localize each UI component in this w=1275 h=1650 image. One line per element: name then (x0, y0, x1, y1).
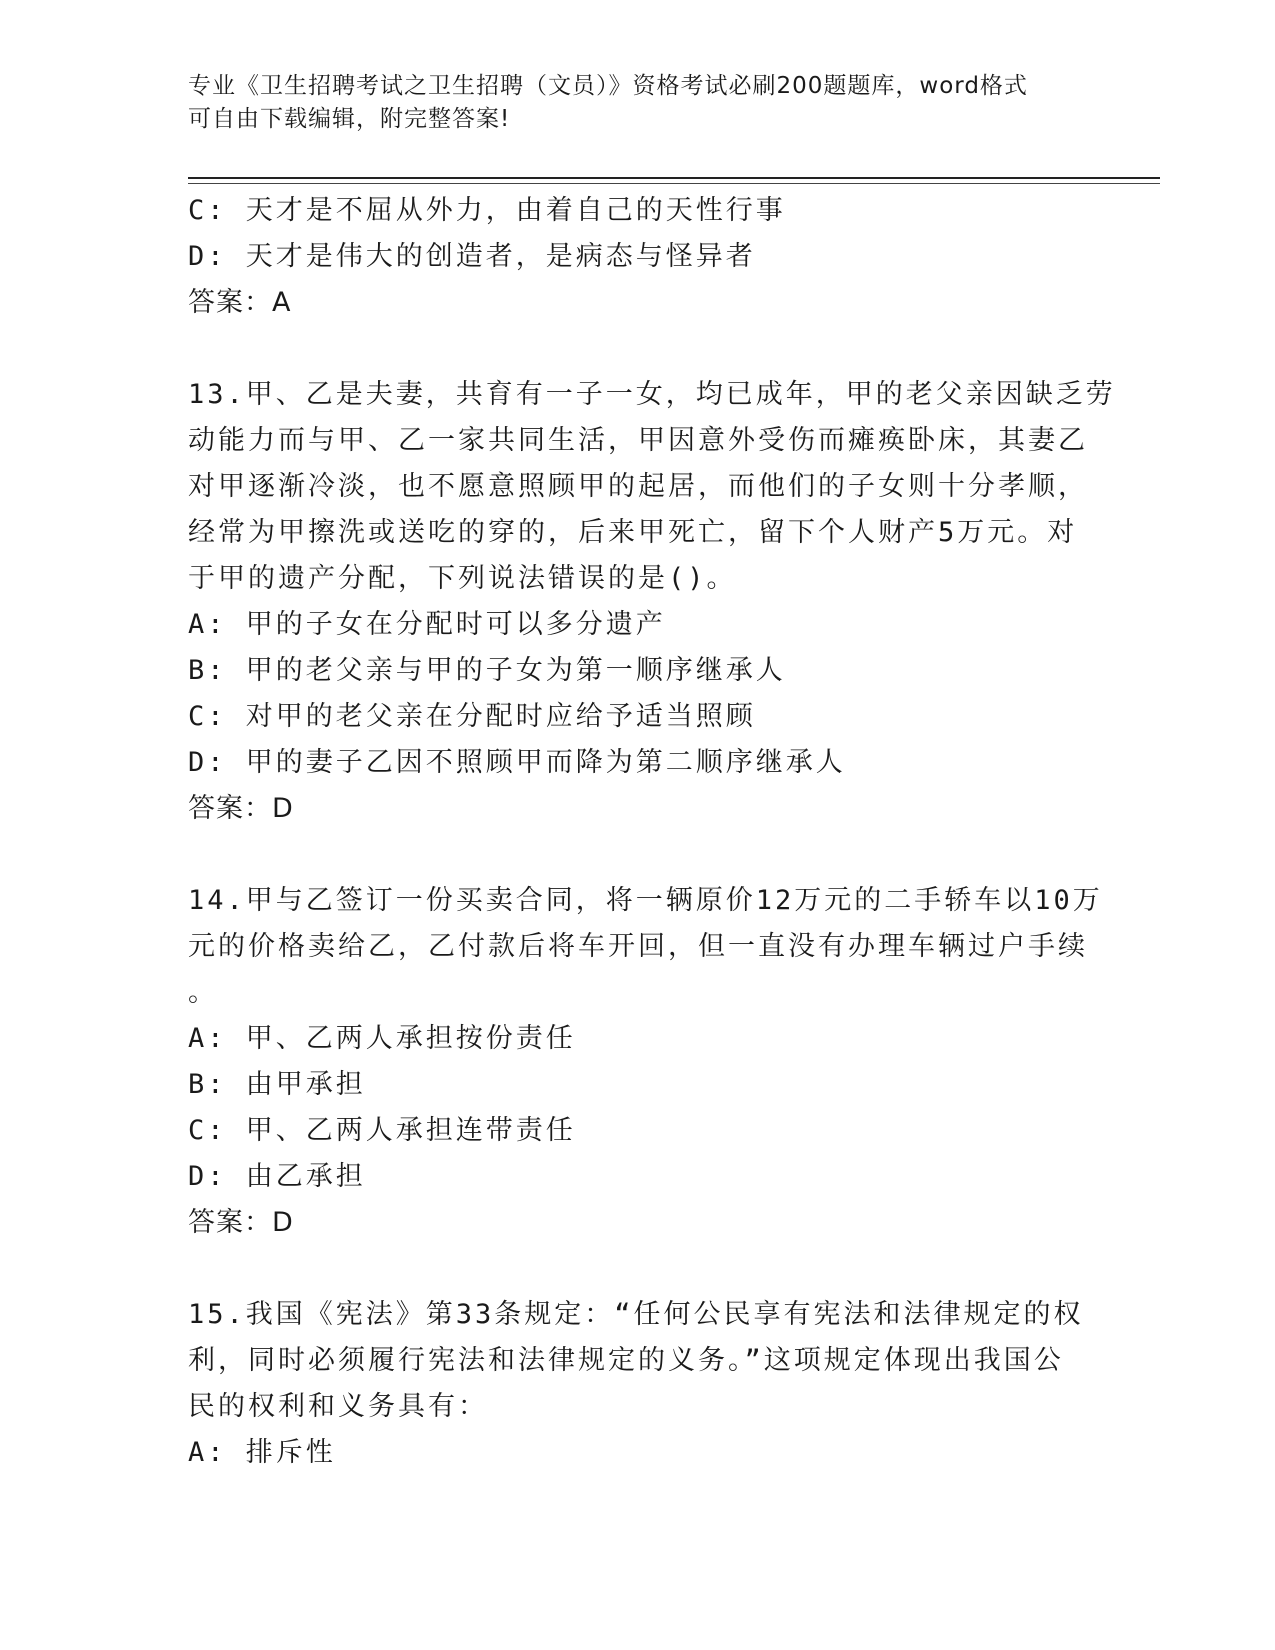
header-divider-thin (188, 183, 1160, 184)
question-stem-line: 15.我国《宪法》第33条规定：“任何公民享有宪法和法律规定的权 (188, 1299, 1084, 1330)
header-title-line-1: 专业《卫生招聘考试之卫生招聘（文员）》资格考试必刷200题题库，word格式 (188, 73, 1028, 99)
option-a: A: 排斥性 (188, 1437, 336, 1468)
question-stem-line: 于甲的遗产分配，下列说法错误的是()。 (188, 563, 737, 594)
question-15 (188, 1292, 1088, 1476)
question-stem-line: 利，同时必须履行宪法和法律规定的义务。”这项规定体现出我国公 (188, 1345, 1064, 1376)
question-list (188, 188, 1116, 1476)
question-stem-line: 动能力而与甲、乙一家共同生活，甲因意外受伤而瘫痪卧床，其妻乙 (188, 425, 1088, 456)
question-stem-line: 14.甲与乙签订一份买卖合同，将一辆原价12万元的二手轿车以10万 (188, 885, 1103, 916)
answer-label: 答案：D (188, 1207, 294, 1238)
option-c: C: 对甲的老父亲在分配时应给予适当照顾 (188, 701, 756, 732)
spacer (188, 832, 1088, 878)
option-d: D: 天才是伟大的创造者，是病态与怪异者 (188, 241, 756, 272)
option-b: B: 甲的老父亲与甲的子女为第一顺序继承人 (188, 655, 786, 686)
answer-label: 答案：A (188, 287, 292, 318)
question-13 (188, 372, 1116, 832)
question-stem-line: 经常为甲擦洗或送吃的穿的，后来甲死亡，留下个人财产5万元。对 (188, 517, 1078, 548)
option-c: C: 甲、乙两人承担连带责任 (188, 1115, 576, 1146)
question-stem-line: 民的权利和义务具有： (188, 1391, 488, 1422)
spacer (188, 1246, 1088, 1292)
question-stem-line: 13.甲、乙是夫妻，共育有一子一女，均已成年，甲的老父亲因缺乏劳 (188, 379, 1116, 410)
option-a: A: 甲、乙两人承担按份责任 (188, 1023, 576, 1054)
header-divider-thick (188, 177, 1160, 179)
question-stem-line: 。 (188, 977, 218, 1008)
answer-label: 答案：D (188, 793, 294, 824)
option-d: D: 甲的妻子乙因不照顾甲而降为第二顺序继承人 (188, 747, 846, 778)
spacer (188, 326, 1088, 372)
option-d: D: 由乙承担 (188, 1161, 366, 1192)
option-c: C: 天才是不屈从外力，由着自己的天性行事 (188, 195, 786, 226)
question-stem-line: 元的价格卖给乙，乙付款后将车开回，但一直没有办理车辆过户手续 (188, 931, 1088, 962)
document-header (188, 70, 1088, 136)
question-stem-line: 对甲逐渐冷淡，也不愿意照顾甲的起居，而他们的子女则十分孝顺， (188, 471, 1088, 502)
option-b: B: 由甲承担 (188, 1069, 366, 1100)
question-14 (188, 878, 1103, 1246)
header-title-line-2: 可自由下载编辑，附完整答案! (188, 106, 511, 132)
option-a: A: 甲的子女在分配时可以多分遗产 (188, 609, 666, 640)
question-12-tail (188, 188, 1088, 326)
